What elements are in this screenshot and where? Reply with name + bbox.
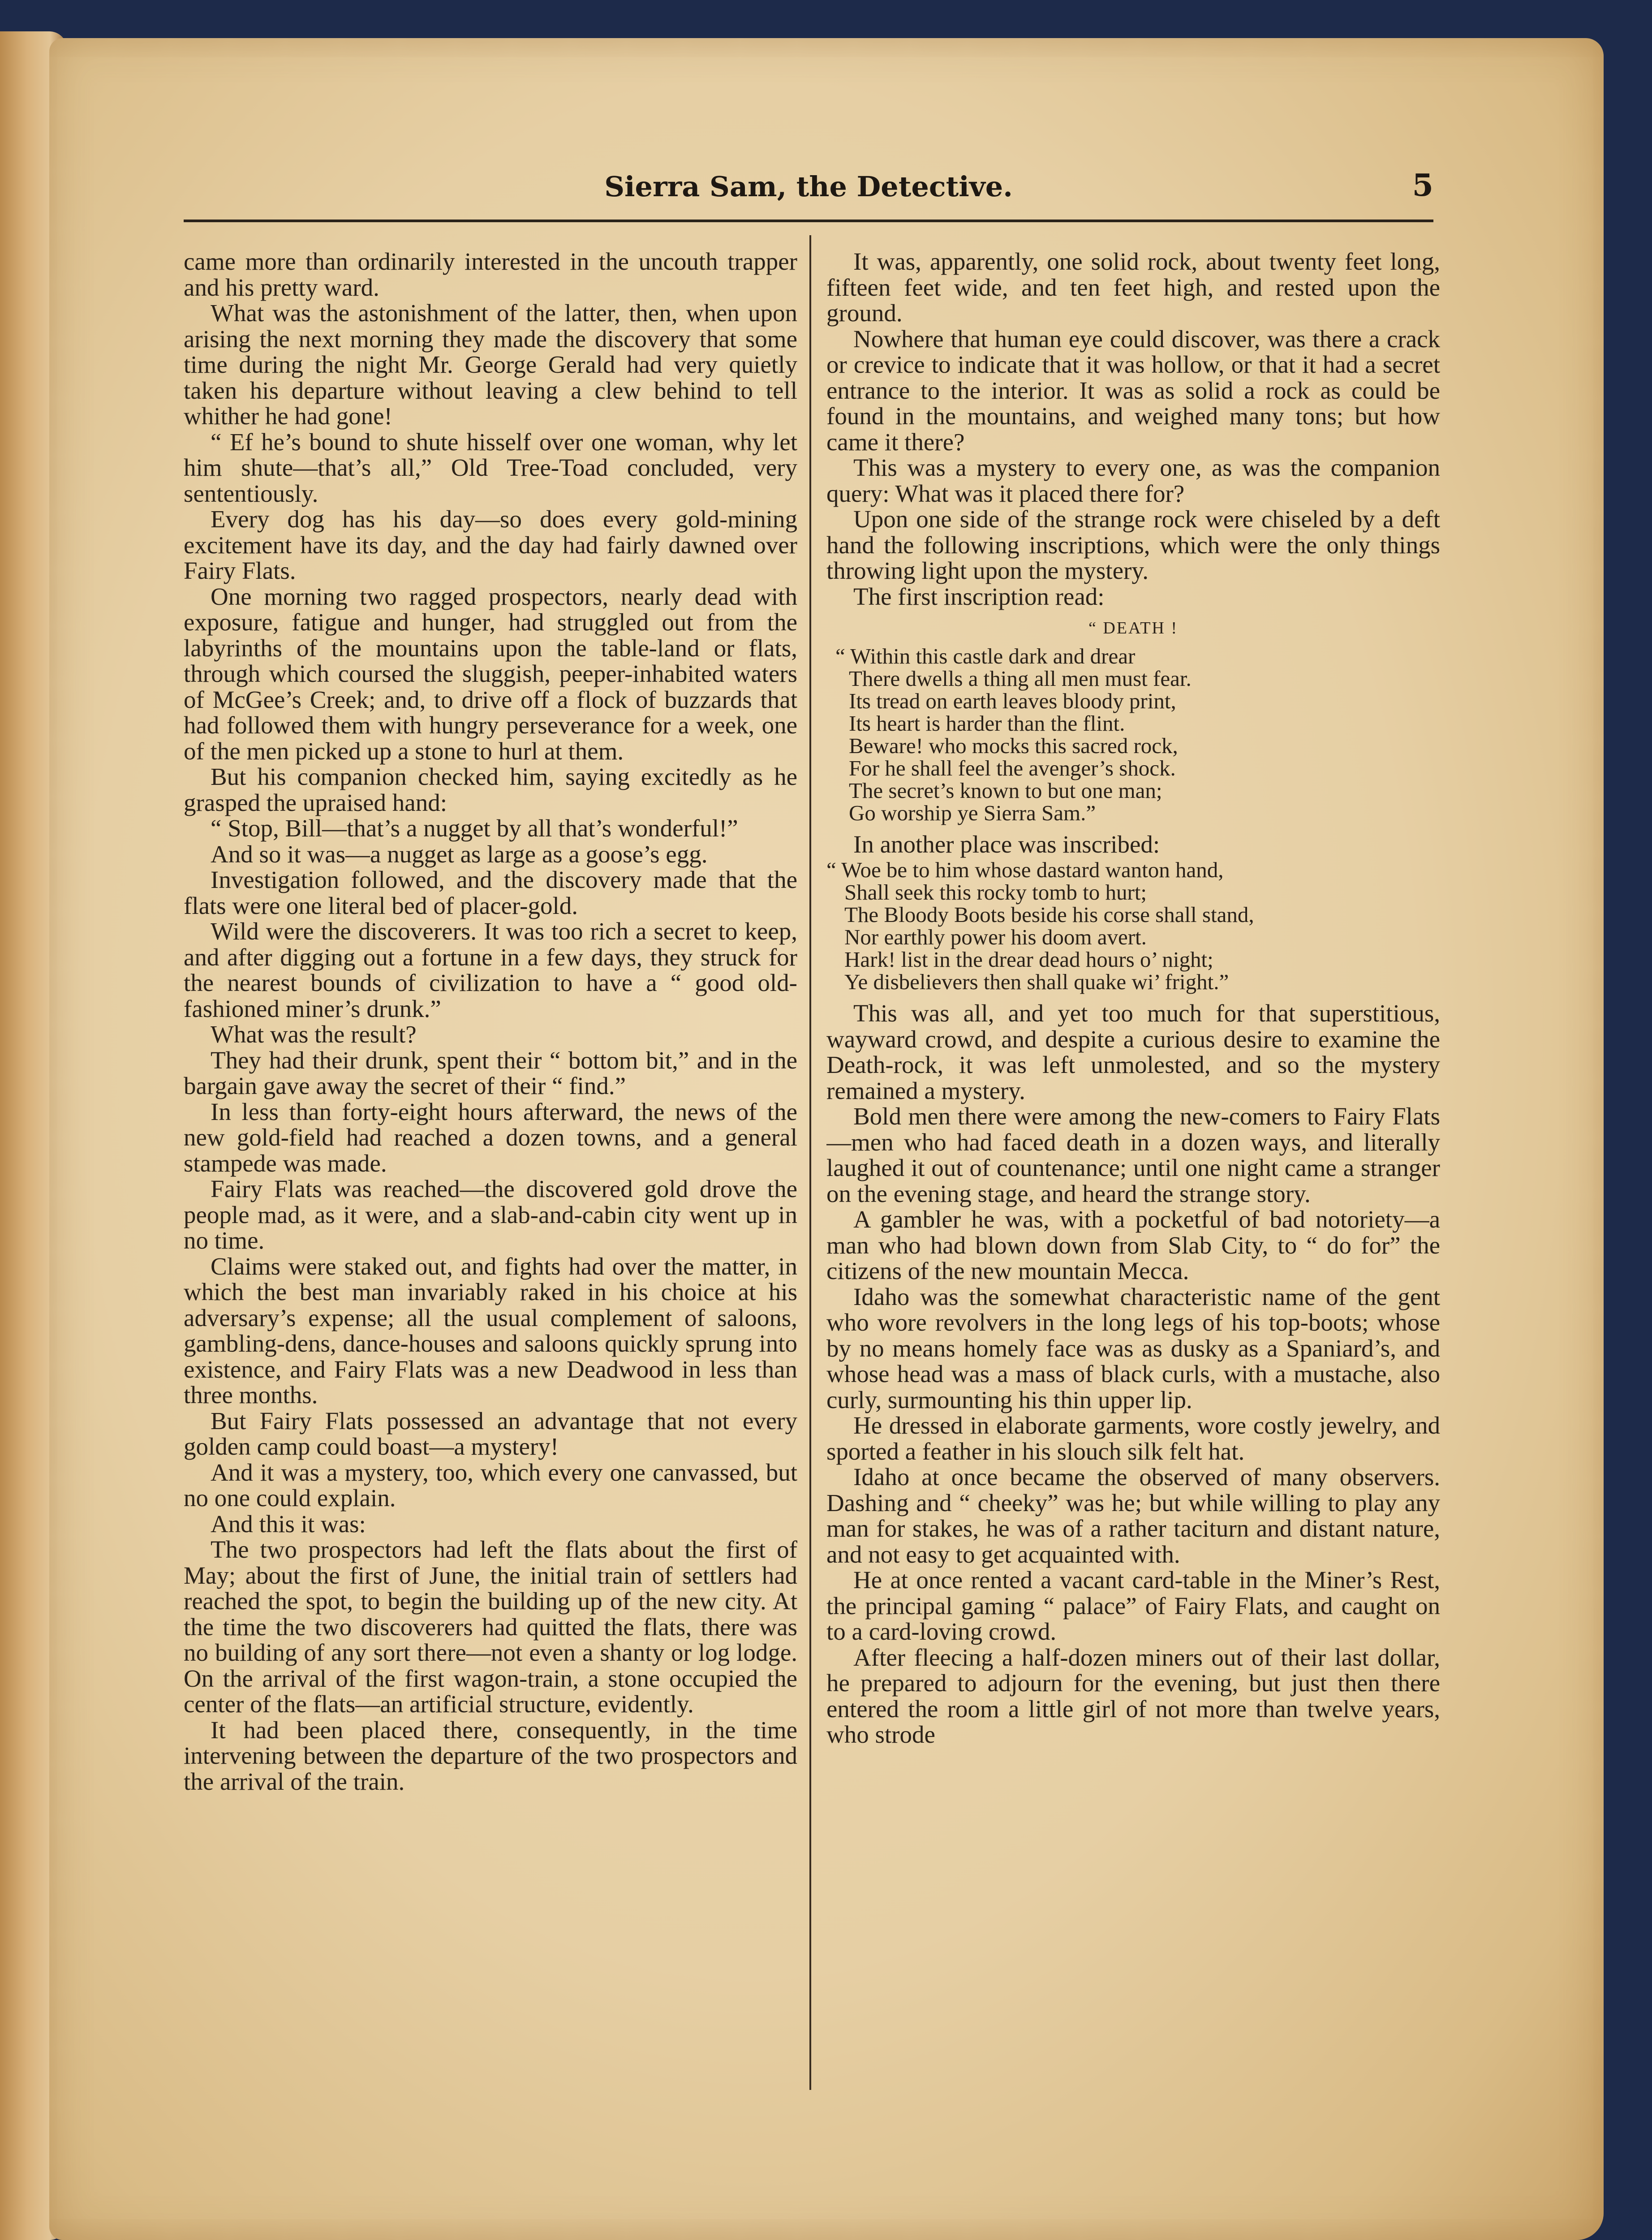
left-column — [184, 249, 797, 2112]
verse-line: Nor earthly power his doom avert. — [844, 925, 1147, 949]
paragraph: Bold men there were among the new-comers to Fairy Flats—men who had faced death in a dozen ways, and literally laughed it out of countenance; until one night came a stranger on the evening stage, and heard the strange story. — [826, 1103, 1440, 1207]
paragraph: Claims were staked out, and fights had over the matter, in which the best man invariably raked in his choice at his adversary’s expense; all the usual complement of saloons, gambling-dens, dance-houses and saloons quickly sprung into existence, and Fairy Flats was a new Deadwood in less than three months. — [184, 1252, 797, 1409]
paragraph: One morning two ragged prospectors, nearly dead with exposure, fatigue and hunger, had struggled out from the labyrinths of the mountains upon the table-land or flats, through which coursed the sluggish, peeper-inhabited waters of McGee’s Creek; and, to drive off a flock of buzzards that had followed them with hungry perseverance for a week, one of the men picked up a stone to hurl at them. — [184, 582, 797, 765]
inscription-verse — [826, 645, 1440, 824]
verse-line: Beware! who mocks this sacred rock, — [849, 733, 1178, 758]
paragraph: This was all, and yet too much for that superstitious, wayward crowd, and despite a curious desire to examine the Death-rock, it was left unmolested, and so the mystery remained a mystery. — [826, 999, 1440, 1104]
paragraph: This was a mystery to every one, as was the companion query: What was it placed there for? — [826, 454, 1440, 507]
verse-line: Hark! list in the drear dead hours o’ night; — [844, 947, 1213, 972]
paragraph: They had their drunk, spent their “ bottom bit,” and in the bargain gave away the secret of their “ find.” — [184, 1046, 797, 1099]
inscription-verse — [826, 859, 1440, 993]
paragraph: Investigation followed, and the discovery made that the flats were one literal bed of placer-gold. — [184, 866, 797, 919]
paragraph: The first inscription read: — [853, 582, 1105, 610]
page-header — [184, 170, 1433, 222]
paragraph: It was, apparently, one solid rock, about twenty feet long, fifteen feet wide, and ten feet high, and rested upon the ground. — [826, 249, 1440, 327]
paragraph: And so it was—a nugget as large as a goose’s egg. — [211, 840, 708, 868]
inscription-heading: “ DEATH ! — [1088, 619, 1179, 638]
running-title: Sierra Sam, the Detective. — [604, 170, 1013, 203]
verse-line: “ Woe be to him whose dastard wanton hand, — [826, 857, 1224, 882]
paragraph: In another place was inscribed: — [853, 830, 1160, 858]
paragraph: The two prospectors had left the flats about the first of May; about the first of June, the initial train of settlers had reached the spot, to begin the building up of the new city. At the time the two discoverers had quitted the flats, there was no building of any sort there—not even a shanty or log lodge. On the arrival of the first wagon-train, a stone occupied the center of the flats—an artificial structure, evidently. — [184, 1536, 797, 1718]
paragraph: Wild were the discoverers. It was too rich a secret to keep, and after digging out a fortune in a few days, they struck for the nearest bounds of civilization to have a “ good old-fashioned miner’s drunk.” — [184, 918, 797, 1022]
paragraph: But Fairy Flats possessed an advantage that not every golden camp could boast—a mystery! — [184, 1407, 797, 1460]
paragraph: But his companion checked him, saying excitedly as he grasped the upraised hand: — [184, 763, 797, 816]
paragraph: He at once rented a vacant card-table in the Miner’s Rest, the principal gaming “ palace” of Fairy Flats, and caught on to a card-loving crowd. — [826, 1566, 1440, 1645]
verse-line: There dwells a thing all men must fear. — [849, 666, 1192, 691]
paragraph: Every dog has his day—so does every gold-mining excitement have its day, and the day had fairly dawned over Fairy Flats. — [184, 505, 797, 584]
verse-line: Ye disbelievers then shall quake wi’ fright.” — [844, 969, 1229, 994]
paragraph: What was the astonishment of the latter, then, when upon arising the next morning they made the discovery that some time during the night Mr. George Gerald had very quietly taken his departure without leaving a clew behind to tell whither he had gone! — [184, 299, 797, 430]
paragraph: “ Ef he’s bound to shute hisself over one woman, why let him shute—that’s all,” Old Tree-Toad concluded, very sententiously. — [184, 428, 797, 507]
paragraph: After fleecing a half-dozen miners out of their last dollar, he prepared to adjourn for the evening, but just then there entered the room a little girl of not more than twelve years, who strode — [826, 1643, 1440, 1748]
verse-line: Shall seek this rocky tomb to hurt; — [844, 880, 1147, 905]
verse-line: Its tread on earth leaves bloody print, — [849, 688, 1176, 713]
paragraph: What was the result? — [211, 1021, 417, 1048]
verse-line: The Bloody Boots beside his corse shall stand, — [844, 902, 1254, 927]
column-divider — [809, 235, 811, 2090]
paragraph: Nowhere that human eye could discover, was there a crack or crevice to indicate that it was hollow, or that it had a secret entrance to the interior. It was as solid a rock as could be found in the mountains, and weighed many tons; but how came it there? — [826, 325, 1440, 456]
verse-line: The secret’s known to but one man; — [849, 778, 1162, 803]
paragraph: He dressed in elaborate garments, wore costly jewelry, and sported a feather in his slouch silk felt hat. — [826, 1412, 1440, 1465]
verse-line: “ Within this castle dark and drear — [835, 643, 1136, 668]
verse-line: For he shall feel the avenger’s shock. — [849, 755, 1176, 780]
paragraph: A gambler he was, with a pocketful of bad notoriety—a man who had blown down from Slab City, to “ do for” the citizens of the new mountain Mecca. — [826, 1206, 1440, 1284]
paragraph: came more than ordinarily interested in the uncouth trapper and his pretty ward. — [184, 249, 797, 301]
right-column — [826, 249, 1440, 2112]
verse-line: Go worship ye Sierra Sam.” — [849, 800, 1096, 825]
paragraph: And it was a mystery, too, which every one canvassed, but no one could explain. — [184, 1458, 797, 1512]
paragraph: Idaho was the somewhat characteristic name of the gent who wore revolvers in the long legs of his top-boots; whose by no means homely face was as dusky as a Spaniard’s, and whose head was a mass of black curls, with a mustache, also curly, surmounting his thin upper lip. — [826, 1283, 1440, 1413]
paragraph: And this it was: — [211, 1510, 366, 1538]
paragraph: Idaho at once became the observed of many observers. Dashing and “ cheeky” was he; but while willing to play any man for stakes, he was of a rather taciturn and distant nature, and not easy to get acquainted with. — [826, 1463, 1440, 1568]
paragraph: Fairy Flats was reached—the discovered gold drove the people mad, as it were, and a slab-and-cabin city went up in no time. — [184, 1175, 797, 1254]
verse-line: Its heart is harder than the flint. — [849, 711, 1125, 736]
paragraph: Upon one side of the strange rock were chiseled by a deft hand the following inscriptions, which were the only things throwing light upon the mystery. — [826, 505, 1440, 584]
paragraph: It had been placed there, consequently, in the time intervening between the departure of the two prospectors and the arrival of the train. — [184, 1716, 797, 1795]
paragraph: In less than forty-eight hours afterward, the news of the new gold-field had reached a dozen towns, and a general stampede was made. — [184, 1098, 797, 1177]
page-number: 5 — [1412, 168, 1433, 203]
paragraph: “ Stop, Bill—that’s a nugget by all that’s wonderful!” — [211, 814, 738, 842]
